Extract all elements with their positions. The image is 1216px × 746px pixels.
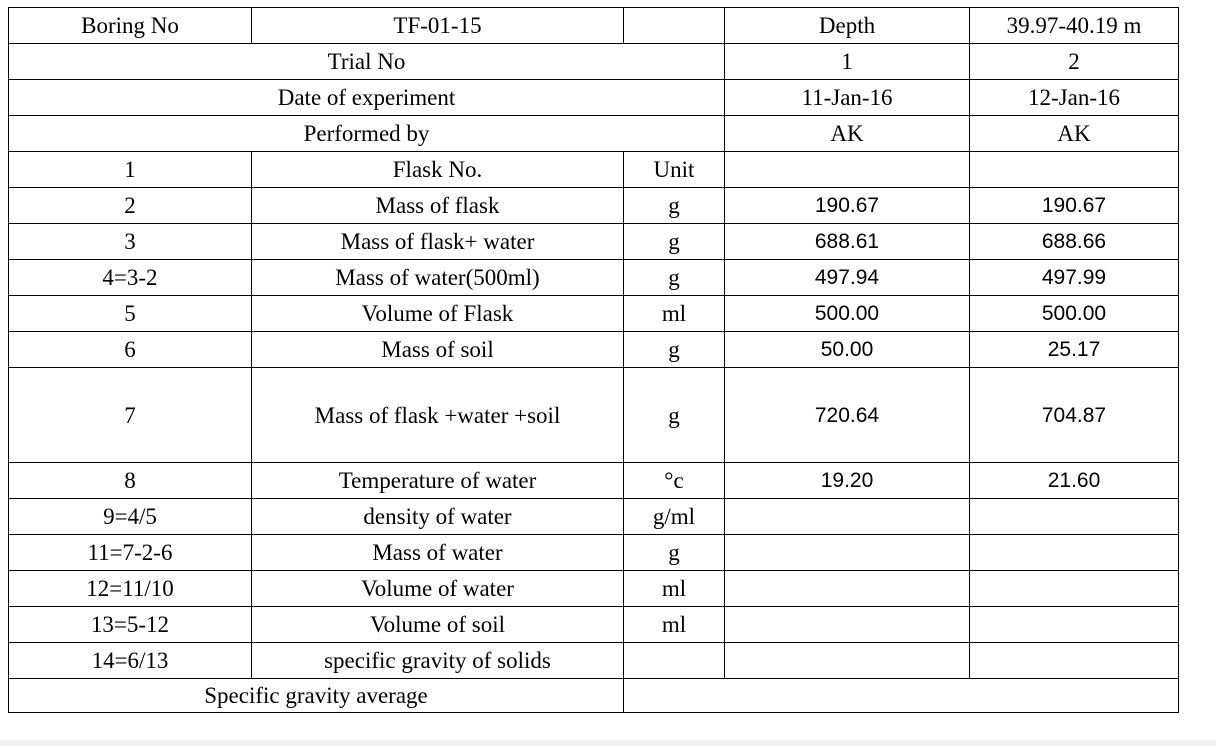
row-trial-1: 688.61 bbox=[725, 224, 970, 260]
bottom-strip bbox=[0, 740, 1216, 746]
empty-cell bbox=[624, 8, 725, 44]
row-unit: g bbox=[624, 535, 725, 571]
row-number: 2 bbox=[9, 188, 252, 224]
row-trial-2 bbox=[970, 607, 1179, 643]
depth-label: Depth bbox=[725, 8, 970, 44]
date-trial-2: 12-Jan-16 bbox=[970, 80, 1179, 116]
trial-no-label: Trial No bbox=[9, 44, 725, 80]
row-unit: g bbox=[624, 188, 725, 224]
row-trial-2: 25.17 bbox=[970, 332, 1179, 368]
table-row bbox=[9, 332, 1179, 368]
row-trial-1: 50.00 bbox=[725, 332, 970, 368]
table-row bbox=[9, 368, 1179, 463]
table-row bbox=[9, 535, 1179, 571]
row-description: Mass of flask+ water bbox=[252, 224, 624, 260]
table-row bbox=[9, 260, 1179, 296]
row-description: density of water bbox=[252, 499, 624, 535]
table-row bbox=[9, 499, 1179, 535]
row-trial-1 bbox=[725, 152, 970, 188]
row-trial-1: 19.20 bbox=[725, 463, 970, 499]
row-trial-1 bbox=[725, 643, 970, 679]
row-number: 5 bbox=[9, 296, 252, 332]
performed-label: Performed by bbox=[9, 116, 725, 152]
worksheet bbox=[8, 7, 1208, 737]
table-row bbox=[9, 607, 1179, 643]
row-trial-1 bbox=[725, 607, 970, 643]
row-number: 8 bbox=[9, 463, 252, 499]
table-row bbox=[9, 224, 1179, 260]
row-trial-2: 500.00 bbox=[970, 296, 1179, 332]
row-trial-2 bbox=[970, 499, 1179, 535]
table-row bbox=[9, 571, 1179, 607]
date-trial-1: 11-Jan-16 bbox=[725, 80, 970, 116]
row-trial-2: 21.60 bbox=[970, 463, 1179, 499]
table-row bbox=[9, 643, 1179, 679]
row-trial-1 bbox=[725, 499, 970, 535]
row-number: 13=5-12 bbox=[9, 607, 252, 643]
performed-row bbox=[9, 116, 1179, 152]
row-description: Flask No. bbox=[252, 152, 624, 188]
row-unit: g bbox=[624, 332, 725, 368]
row-unit bbox=[624, 643, 725, 679]
row-trial-2 bbox=[970, 535, 1179, 571]
row-trial-2: 704.87 bbox=[970, 368, 1179, 463]
row-description: Mass of flask bbox=[252, 188, 624, 224]
specific-gravity-average-value bbox=[624, 679, 1179, 713]
table-row bbox=[9, 463, 1179, 499]
row-number: 14=6/13 bbox=[9, 643, 252, 679]
row-unit: Unit bbox=[624, 152, 725, 188]
table-row bbox=[9, 152, 1179, 188]
row-trial-2: 190.67 bbox=[970, 188, 1179, 224]
row-number: 3 bbox=[9, 224, 252, 260]
row-unit: g/ml bbox=[624, 499, 725, 535]
trial-2-value: 2 bbox=[970, 44, 1179, 80]
row-trial-1: 497.94 bbox=[725, 260, 970, 296]
row-description: Temperature of water bbox=[252, 463, 624, 499]
boring-no-label: Boring No bbox=[9, 8, 252, 44]
row-trial-1: 190.67 bbox=[725, 188, 970, 224]
row-unit: g bbox=[624, 260, 725, 296]
row-number: 1 bbox=[9, 152, 252, 188]
row-number: 7 bbox=[9, 368, 252, 463]
specific-gravity-table bbox=[8, 7, 1179, 713]
row-number: 9=4/5 bbox=[9, 499, 252, 535]
row-number: 12=11/10 bbox=[9, 571, 252, 607]
depth-value: 39.97-40.19 m bbox=[970, 8, 1179, 44]
trial-1-value: 1 bbox=[725, 44, 970, 80]
row-trial-1 bbox=[725, 571, 970, 607]
row-number: 4=3-2 bbox=[9, 260, 252, 296]
boring-no-value: TF-01-15 bbox=[252, 8, 624, 44]
row-description: Volume of soil bbox=[252, 607, 624, 643]
row-unit: ml bbox=[624, 607, 725, 643]
table-row bbox=[9, 296, 1179, 332]
row-description: Mass of water(500ml) bbox=[252, 260, 624, 296]
date-label: Date of experiment bbox=[9, 80, 725, 116]
row-description: specific gravity of solids bbox=[252, 643, 624, 679]
header-row bbox=[9, 8, 1179, 44]
row-description: Volume of water bbox=[252, 571, 624, 607]
footer-row bbox=[9, 679, 1179, 713]
row-trial-2: 497.99 bbox=[970, 260, 1179, 296]
specific-gravity-average-label: Specific gravity average bbox=[9, 679, 624, 713]
row-unit: g bbox=[624, 368, 725, 463]
row-trial-2 bbox=[970, 152, 1179, 188]
row-description: Volume of Flask bbox=[252, 296, 624, 332]
row-trial-2: 688.66 bbox=[970, 224, 1179, 260]
row-unit: g bbox=[624, 224, 725, 260]
row-unit: ml bbox=[624, 571, 725, 607]
row-description: Mass of soil bbox=[252, 332, 624, 368]
performed-trial-2: AK bbox=[970, 116, 1179, 152]
table-row bbox=[9, 188, 1179, 224]
row-trial-1 bbox=[725, 535, 970, 571]
row-trial-2 bbox=[970, 571, 1179, 607]
row-trial-1: 500.00 bbox=[725, 296, 970, 332]
trial-row bbox=[9, 44, 1179, 80]
row-number: 11=7-2-6 bbox=[9, 535, 252, 571]
date-row bbox=[9, 80, 1179, 116]
row-trial-2 bbox=[970, 643, 1179, 679]
performed-trial-1: AK bbox=[725, 116, 970, 152]
row-number: 6 bbox=[9, 332, 252, 368]
row-unit: ml bbox=[624, 296, 725, 332]
row-unit: °c bbox=[624, 463, 725, 499]
row-description: Mass of water bbox=[252, 535, 624, 571]
row-trial-1: 720.64 bbox=[725, 368, 970, 463]
row-description: Mass of flask +water +soil bbox=[252, 368, 624, 463]
